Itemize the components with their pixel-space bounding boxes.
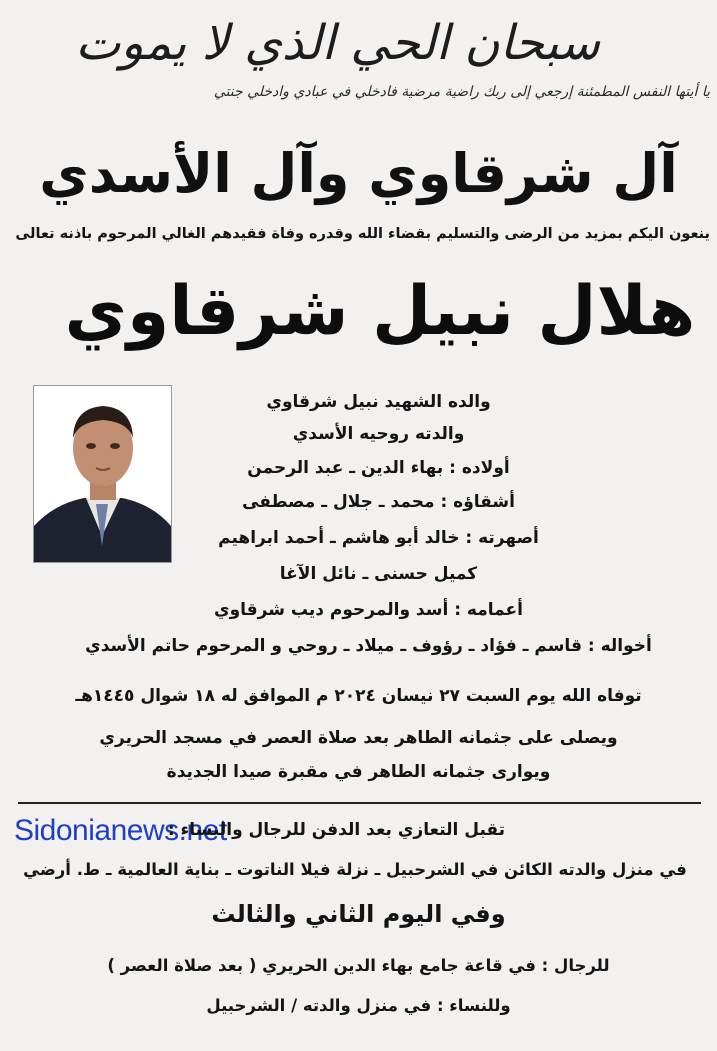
deceased-photo bbox=[33, 385, 172, 563]
condolences-address: في منزل والدته الكائن في الشرحبيل ـ نزلة فيلا الناتوت ـ بناية العالمية ـ ط. أرضي bbox=[23, 860, 687, 879]
prayer-line: ويصلى على جثمانه الطاهر بعد صلاة العصر في مسجد الحريري bbox=[99, 728, 618, 748]
deceased-name: هلال نبيل شرقاوي bbox=[64, 272, 696, 351]
paternal-uncles-line: أعمامه : أسد والمرحوم ديب شرقاوي bbox=[214, 600, 523, 620]
father-line: والده الشهيد نبيل شرقاوي bbox=[266, 392, 491, 412]
calligraphy-header: سبحان الحي الذي لا يموت bbox=[75, 15, 600, 71]
men-condolences-line: للرجال : في قاعة جامع بهاء الدين الحريري ( بعد صلاة العصر ) bbox=[107, 956, 610, 975]
children-line: أولاده : بهاء الدين ـ عبد الرحمن bbox=[247, 458, 510, 478]
death-date-line: توفاه الله يوم السبت ٢٧ نيسان ٢٠٢٤ م الموافق له ١٨ شوال ١٤٤٥هـ bbox=[75, 686, 642, 706]
women-condolences-line: وللنساء : في منزل والدته / الشرحبيل bbox=[206, 996, 511, 1015]
maternal-uncles-line: أخواله : قاسم ـ فؤاد ـ رؤوف ـ ميلاد ـ روحي و المرحوم حاتم الأسدي bbox=[85, 636, 652, 656]
section-divider bbox=[18, 802, 701, 804]
portrait-illustration bbox=[34, 386, 171, 562]
families-title: آل شرقاوي وآل الأسدي bbox=[39, 142, 678, 205]
second-third-day-heading: وفي اليوم الثاني والثالث bbox=[211, 900, 506, 928]
in-laws-line-2: كميل حسنى ـ نائل الآغا bbox=[279, 564, 478, 584]
quran-verse: يا أيتها النفس المطمئنة إرجعي إلى ربك راضية مرضية فادخلي في عبادي وادخلي جنتي bbox=[213, 84, 710, 100]
announcement-text: ينعون اليكم بمزيد من الرضى والتسليم بقضاء الله وقدره وفاة فقيدهم الغالي المرحوم باذنه تعالى bbox=[15, 226, 710, 242]
mother-line: والدته روحيه الأسدي bbox=[292, 424, 465, 444]
in-laws-line-1: أصهرته : خالد أبو هاشم ـ أحمد ابراهيم bbox=[218, 528, 539, 548]
watermark-site-name: Sidonianews.net bbox=[14, 814, 227, 847]
brothers-line: أشقاؤه : محمد ـ جلال ـ مصطفى bbox=[242, 492, 515, 512]
burial-line: ويوارى جثمانه الطاهر في مقبرة صيدا الجديدة bbox=[166, 762, 551, 782]
condolences-intro: تقبل التعازي بعد الدفن للرجال والنساء : bbox=[167, 820, 505, 840]
